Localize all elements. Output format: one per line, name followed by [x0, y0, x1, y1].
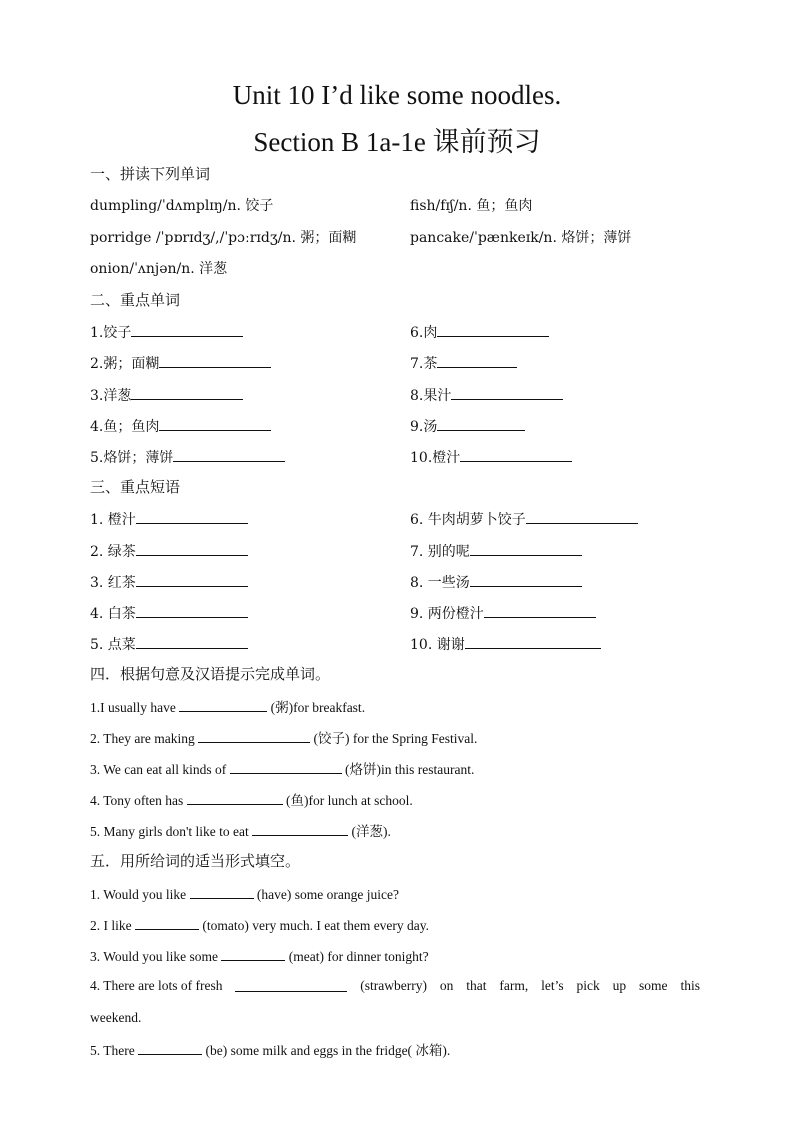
key-word-item: 8.果汁	[410, 385, 563, 405]
phrase-item: 4. 白茶	[90, 603, 248, 623]
sentence-item: 1.I usually have (粥)for breakfast.	[90, 697, 365, 717]
sentence-item: 2. They are making (饺子) for the Spring Festival.	[90, 728, 477, 748]
key-word-item: 4.鱼；鱼肉	[90, 416, 271, 436]
sentence-item: 5. There (be) some milk and eggs in the fridge( 冰箱).	[90, 1040, 450, 1060]
section-3-heading: 三、重点短语	[90, 478, 181, 496]
answer-blank[interactable]	[136, 572, 248, 587]
key-word-item: 5.烙饼；薄饼	[90, 447, 285, 467]
word-fish: fish/fɪʃ/n. 鱼；鱼肉	[410, 198, 533, 214]
answer-blank[interactable]	[135, 915, 199, 930]
sentence-item-justified: 4. There are lots of fresh (strawberry) on that farm, let’s pick up some this	[90, 978, 700, 993]
answer-blank[interactable]	[136, 603, 248, 618]
answer-blank[interactable]	[235, 977, 347, 992]
section-5-heading: 五．用所给词的适当形式填空。	[90, 852, 301, 870]
section-2-heading: 二、重点单词	[90, 291, 181, 309]
word-pancake: pancake/ˈpænkeɪk/n. 烙饼；薄饼	[410, 230, 632, 246]
answer-blank[interactable]	[470, 572, 582, 587]
key-word-item: 9.汤	[410, 416, 525, 436]
sentence-item: 3. Would you like some (meat) for dinner tonight?	[90, 946, 429, 966]
key-word-item: 7.茶	[410, 353, 517, 373]
word-dumpling: dumpling/ˈdʌmplɪŋ/n. 饺子	[90, 198, 274, 214]
answer-blank[interactable]	[451, 385, 563, 400]
answer-blank[interactable]	[437, 416, 525, 431]
phrase-item: 3. 红茶	[90, 572, 248, 592]
answer-blank[interactable]	[470, 541, 582, 556]
answer-blank[interactable]	[437, 353, 517, 368]
key-word-item: 3.洋葱	[90, 385, 243, 405]
answer-blank[interactable]	[252, 821, 348, 836]
answer-blank[interactable]	[159, 353, 271, 368]
sentence-item: 4. Tony often has (鱼)for lunch at school.	[90, 790, 413, 810]
answer-blank[interactable]	[131, 385, 243, 400]
phrase-item: 2. 绿茶	[90, 541, 248, 561]
key-word-item: 6.肉	[410, 322, 549, 342]
answer-blank[interactable]	[173, 447, 285, 462]
answer-blank[interactable]	[221, 946, 285, 961]
title-line-2: Section B 1a-1e 课前预习	[253, 127, 541, 157]
title-line-1: Unit 10 I’d like some noodles.	[232, 80, 562, 110]
sentence-item: 3. We can eat all kinds of (烙饼)in this restaurant.	[90, 759, 474, 779]
phrase-item: 10. 谢谢	[410, 634, 601, 654]
answer-blank[interactable]	[484, 603, 596, 618]
phrase-item: 9. 两份橙汁	[410, 603, 596, 623]
answer-blank[interactable]	[437, 322, 549, 337]
answer-blank[interactable]	[190, 884, 254, 899]
phrase-item: 7. 别的呢	[410, 541, 582, 561]
answer-blank[interactable]	[179, 697, 267, 712]
answer-blank[interactable]	[187, 790, 283, 805]
answer-blank[interactable]	[230, 759, 342, 774]
sentence-item: 1. Would you like (have) some orange juice?	[90, 884, 399, 904]
answer-blank[interactable]	[198, 728, 310, 743]
section-1-heading: 一、拼读下列单词	[90, 165, 211, 183]
phrase-item: 6. 牛肉胡萝卜饺子	[410, 509, 638, 529]
key-word-item: 2.粥；面糊	[90, 353, 271, 373]
key-word-item: 10.橙汁	[410, 447, 572, 467]
answer-blank[interactable]	[136, 509, 248, 524]
phrase-item: 1. 橙汁	[90, 509, 248, 529]
phrase-item: 5. 点菜	[90, 634, 248, 654]
sentence-item: 5. Many girls don't like to eat (洋葱).	[90, 821, 391, 841]
sentence-item: 2. I like (tomato) very much. I eat them every day.	[90, 915, 429, 935]
word-porridge: porridge /ˈpɒrɪdʒ/,/ˈpɔːrɪdʒ/n. 粥；面糊	[90, 230, 357, 246]
phrase-item: 8. 一些汤	[410, 572, 582, 592]
answer-blank[interactable]	[136, 634, 248, 649]
answer-blank[interactable]	[460, 447, 572, 462]
key-word-item: 1.饺子	[90, 322, 243, 342]
answer-blank[interactable]	[526, 509, 638, 524]
answer-blank[interactable]	[131, 322, 243, 337]
answer-blank[interactable]	[159, 416, 271, 431]
answer-blank[interactable]	[138, 1040, 202, 1055]
answer-blank[interactable]	[465, 634, 601, 649]
sentence-continuation: weekend.	[90, 1010, 142, 1025]
section-4-heading: 四．根据句意及汉语提示完成单词。	[90, 665, 331, 683]
word-onion: onion/ˈʌnjən/n. 洋葱	[90, 261, 228, 277]
answer-blank[interactable]	[136, 541, 248, 556]
